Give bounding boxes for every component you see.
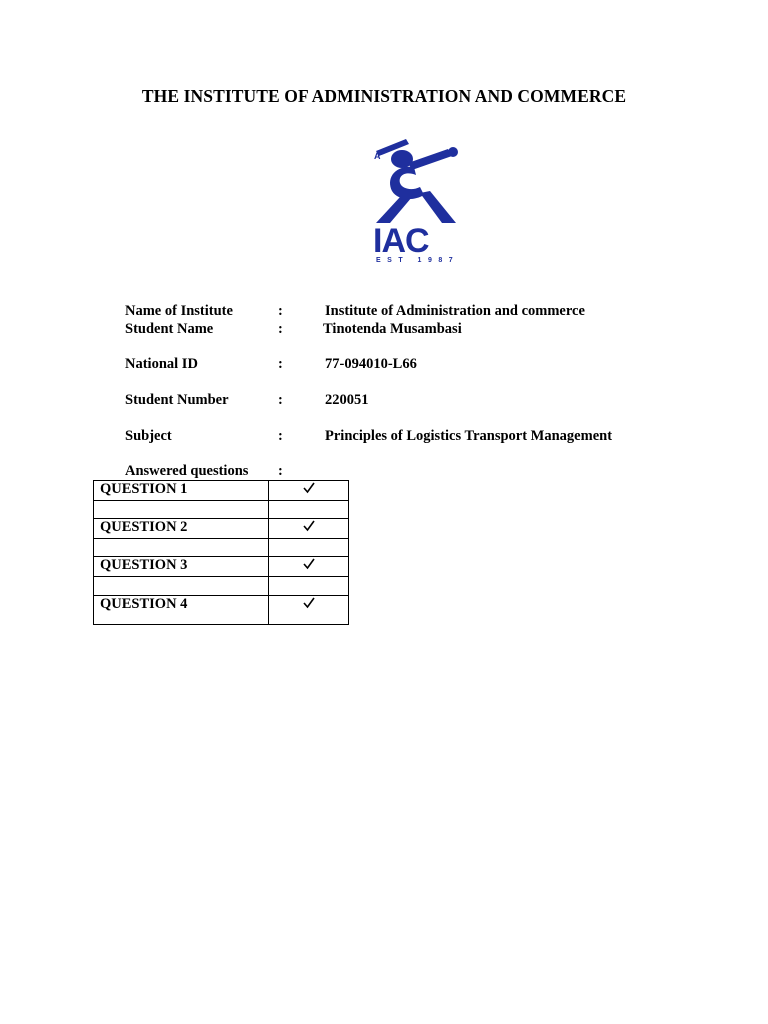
field-separator: :: [278, 303, 283, 319]
field-label-subject: Subject: [125, 428, 172, 444]
field-value-student-name: Tinotenda Musambasi: [323, 321, 462, 337]
field-label-national-id: National ID: [125, 356, 198, 372]
checkmark-icon: [302, 596, 316, 610]
table-row: [94, 557, 349, 577]
answered-questions-table: [93, 480, 349, 625]
field-label-student-number: Student Number: [125, 392, 229, 408]
question-label: QUESTION 2: [94, 519, 269, 539]
checkmark-icon: [302, 481, 316, 495]
field-label-institute: Name of Institute: [125, 303, 233, 319]
table-row: [94, 539, 349, 557]
checkmark-icon: [302, 557, 316, 571]
logo-wordmark: IAC: [373, 222, 429, 260]
field-label-student-name: Student Name: [125, 321, 214, 337]
field-value-institute: Institute of Administration and commerce: [325, 303, 585, 319]
checkmark-icon: [302, 519, 316, 533]
field-separator: :: [278, 463, 283, 479]
field-value-subject: Principles of Logistics Transport Management: [325, 428, 613, 444]
table-row: [94, 501, 349, 519]
question-label: QUESTION 1: [94, 481, 269, 501]
field-separator: :: [278, 392, 283, 408]
field-label-answered-questions: Answered questions: [125, 463, 249, 479]
svg-text:A: A: [374, 151, 381, 161]
field-value-national-id: 77-094010-L66: [325, 356, 417, 372]
table-row: [94, 596, 349, 625]
table-row: [94, 519, 349, 539]
table-row: [94, 577, 349, 596]
page-title: THE INSTITUTE OF ADMINISTRATION AND COMMERCE: [141, 86, 627, 106]
logo-est-text: EST 1987: [376, 257, 460, 263]
question-label: QUESTION 4: [94, 596, 269, 625]
field-separator: :: [278, 321, 283, 337]
iac-logo: [370, 137, 478, 263]
question-label: QUESTION 3: [94, 557, 269, 577]
field-separator: :: [278, 428, 283, 444]
table-row: [94, 481, 349, 501]
field-separator: :: [278, 356, 283, 372]
field-value-student-number: 220051: [325, 392, 369, 408]
